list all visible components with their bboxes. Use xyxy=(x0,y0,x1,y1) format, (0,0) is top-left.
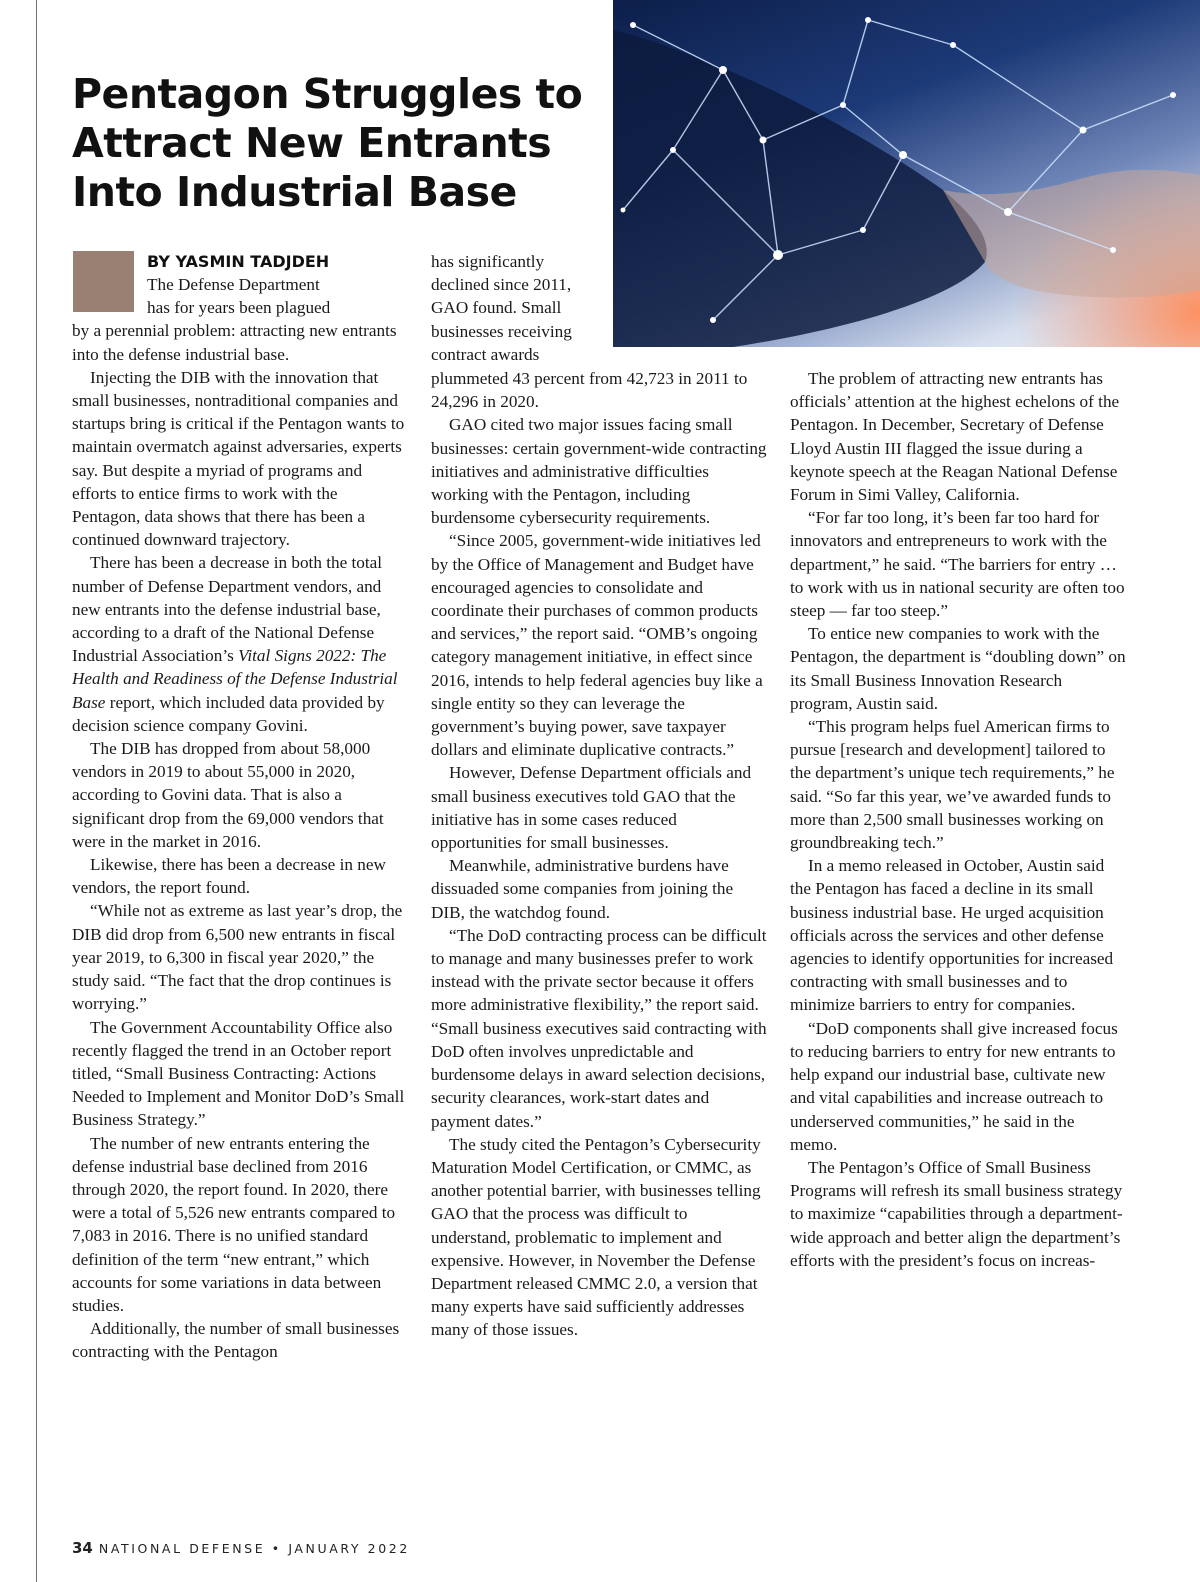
paragraph: The number of new entrants entering the defense industrial base declined from 2016 through 2020, the report found. In 2020, there were a total of 5,526 new entrants compared to 7,083 in 2016. There is no unified standard definition of the term “new entrant,” which accounts for some variations in data between studies. xyxy=(72,1133,396,1315)
paragraph: “While not as extreme as last year’s drop, the DIB did drop from 6,500 new entrants in fiscal year 2019, to 6,300 in fiscal year 2020,” the study said. “The fact that the drop continues is worrying.” xyxy=(72,901,403,1014)
lead-line-1: The Defense Department xyxy=(147,275,320,294)
paragraph: Injecting the DIB with the innovation that small businesses, nontraditional companies and startups bring is critical if the Pentagon wants to maintain overmatch against adversaries, experts say. But despite a myriad of programs and efforts to entice firms to work with the Pentagon, data shows that there has been a continued downward trajectory. xyxy=(72,367,405,550)
paragraph-text: There has been a decrease in both the total number of Defense Department vendors, and new entrants into the defense industrial base, according to a draft of the National Defense Industrial Association’s xyxy=(72,553,383,666)
paragraph: The Pentagon’s Office of Small Business Programs will refresh its small business strategy to maximize “capabilities through a department-wide approach and better align the department’s efforts with the president’s focus on increas- xyxy=(790,1157,1123,1270)
paragraph: Additionally, the number of small businesses contracting with the Pentagon xyxy=(72,1319,400,1362)
article-title: Pentagon Struggles to Attract New Entrants Into Industrial Base xyxy=(72,70,583,216)
paragraph: However, Defense Department officials and small business executives told GAO that the initiative has in some cases reduced opportunities for small businesses. xyxy=(431,763,752,853)
column-2 xyxy=(431,367,767,1342)
page-number: 34 xyxy=(72,1539,93,1557)
report-title-italic: Vital Signs 2022: The Health and Readiness of the Defense Industrial Base xyxy=(72,646,398,712)
paragraph: The problem of attracting new entrants has officials’ attention at the highest echelons of the Pentagon. In December, Secretary of Defense Lloyd Austin III flagged the issue during a keynote speech at the Reagan National Defense Forum in Simi Valley, California. xyxy=(790,369,1120,505)
paragraph: In a memo released in October, Austin said the Pentagon has faced a decline in its small business industrial base. He urged acquisition officials across the services and other defense agencies to identify opportunities for increased contracting with small businesses and to minimize barriers to entry for companies. xyxy=(790,856,1114,1015)
paragraph: Likewise, there has been a decrease in new vendors, the report found. xyxy=(72,855,386,898)
paragraph: “DoD components shall give increased focus to reducing barriers to entry for new entrants to help expand our industrial base, cultivate new and vital capabilities and increase outreach to underserved communities,” he said in the memo. xyxy=(790,1018,1118,1154)
network-overlay-graphic xyxy=(613,0,1200,347)
paragraph: GAO cited two major issues facing small businesses: certain government-wide contracting initiatives and administrative difficulties working with the Pentagon, including burdensome cybersecurity requirements. xyxy=(431,415,767,528)
paragraph: The study cited the Pentagon’s Cybersecurity Maturation Model Certification, or CMMC, as another potential barrier, with businesses telling GAO that the process was difficult to understand, problematic to implement and expensive. However, in November the Defense Department released CMMC 2.0, a version that many experts have said sufficiently addresses many of those issues. xyxy=(431,1134,761,1340)
paragraph: “Since 2005, government-wide initiatives led by the Office of Management and Budget have encouraged agencies to consolidate and coordinate their purchases of common products and services,” the report said. “OMB’s ongoing category management initiative, in effect since 2016, intends to help federal agencies buy like a single entity so they can leverage the government’s buying power, save taxpayer dollars and eliminate duplicative contracts.” xyxy=(431,531,763,760)
lead-paragraph: by a perennial problem: attracting new entrants into the defense industrial base. xyxy=(72,321,397,364)
column-3 xyxy=(790,367,1126,1272)
lead-line-2: has for years been plagued xyxy=(147,298,331,318)
paragraph: The Government Accountability Office also recently flagged the trend in an October report titled, “Small Business Contracting: Actions Needed to Implement and Monitor DoD’s Small Business Strategy.” xyxy=(72,1017,405,1130)
paragraph: Meanwhile, administrative burdens have dissuaded some companies from joining the DIB, the watchdog found. xyxy=(431,856,734,922)
paragraph: “This program helps fuel American firms to pursue [research and development] tailored to the department’s unique tech requirements,” he said. “So far this year, we’ve awarded funds to more than 2,500 small businesses working on groundbreaking tech.” xyxy=(790,717,1115,853)
paragraph-text: report, which included data provided by decision science company Govini. xyxy=(72,692,385,735)
hero-handshake-network-image xyxy=(613,0,1200,347)
page-margin-rule xyxy=(36,0,37,1582)
byline: BY YASMIN TADJDEH xyxy=(147,252,330,271)
paragraph: The DIB has dropped from about 58,000 vendors in 2019 to about 55,000 in 2020, according to Govini data. That is also a significant drop from the 69,000 vendors that were in the market in 2016. xyxy=(72,739,384,851)
paragraph-with-report-title xyxy=(72,551,408,737)
column-1 xyxy=(72,273,408,1364)
paragraph: “The DoD contracting process can be difficult to manage and many businesses prefer to work instead with the private sector because it offers more administrative flexibility,” the report said. “Small business executives said contracting with DoD often involves unpredictable and burdensome delays in award selection decisions, security clearances, work-start dates and payment dates.” xyxy=(431,925,767,1131)
paragraph: To entice new companies to work with the Pentagon, the department is “doubling down” on its Small Business Innovation Research program, Austin said. xyxy=(790,624,1126,713)
paragraph-continued: plummeted 43 percent from 42,723 in 2011 to 24,296 in 2020. xyxy=(431,369,748,412)
page-footer xyxy=(72,1539,410,1557)
paragraph: “For far too long, it’s been far too hard for innovators and entrepreneurs to work with the department,” he said. “The barriers for entry … to work with us in national security are often too steep — far too steep.” xyxy=(790,508,1125,621)
column-2-top xyxy=(431,250,606,366)
publication-line: NATIONAL DEFENSE • JANUARY 2022 xyxy=(98,1541,410,1556)
paragraph-continued: has significantly declined since 2011, GAO found. Small businesses receiving contract awards xyxy=(431,252,572,364)
